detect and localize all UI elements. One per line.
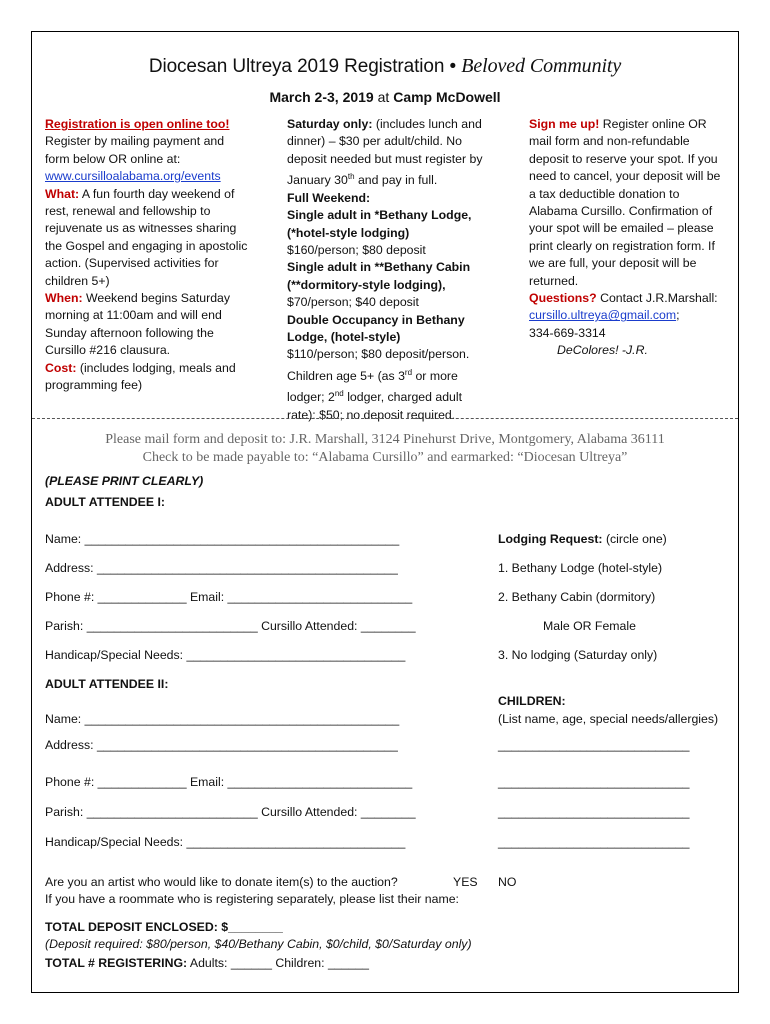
single-cabin-option: Single adult in **Bethany Cabin (**dormitory-style lodging),	[287, 260, 471, 292]
lodging-option-none[interactable]: 3. No lodging (Saturday only)	[498, 648, 658, 662]
artist-yes-option[interactable]: YES	[453, 875, 478, 889]
event-date-venue: March 2-3, 2019 at Camp McDowell	[269, 89, 501, 105]
contact-phone: 334-669-3314	[529, 325, 606, 340]
cut-line-divider	[32, 418, 738, 419]
child-entry-line[interactable]: ____________________________	[498, 738, 690, 752]
attendee1-address-field[interactable]: Address: ____________________________________________	[45, 561, 398, 575]
online-heading: Registration is open online too!	[45, 117, 230, 131]
children-heading: CHILDREN:	[498, 694, 566, 708]
total-deposit-field[interactable]: TOTAL DEPOSIT ENCLOSED: $________	[45, 920, 283, 934]
signoff: DeColores! -J.R.	[557, 343, 648, 358]
lodging-option-cabin[interactable]: 2. Bethany Cabin (dormitory)	[498, 590, 656, 604]
attendee2-special-needs-field[interactable]: Handicap/Special Needs: ________________________________	[45, 835, 406, 849]
saturday-section: Saturday only: (includes lunch and dinner) – $30 per adult/child. No deposit needed but must register by January 30th and pay in full.	[287, 117, 483, 188]
questions-section: Questions? Contact J.R.Marshall:	[529, 291, 718, 306]
double-occupancy-price: $110/person; $80 deposit/person.	[287, 347, 470, 362]
info-column-signup: Sign me up! Register online OR mail form and non-refundable deposit to reserve your spot. If you need to cancel, your deposit will be a tax deductible donation to Alabama Cursillo. Confirmation of your spot will be emailed – please print clearly on registration form. If we are full, your deposit will be returned. Questions? Contact J.R.Marshall: cursillo.ultreya@gmail.com; 334-669-3314 DeColores! -J.R.	[529, 116, 727, 360]
attendee2-address-field[interactable]: Address: ____________________________________________	[45, 738, 398, 752]
deposit-requirements-note: (Deposit required: $80/person, $40/Bethany Cabin, $0/child, $0/Saturday only)	[45, 937, 472, 951]
attendee2-heading: ADULT ATTENDEE II:	[45, 677, 169, 691]
lodging-request-heading: Lodging Request: (circle one)	[498, 532, 667, 546]
child-entry-line[interactable]: ____________________________	[498, 775, 690, 789]
info-column-general	[45, 116, 250, 395]
what-section: What: A fun fourth day weekend of rest, renewal and fellowship to rejuvenate us as witnesses sharing the Gospel and engaging in apostolic action. (Supervised activities for children 5+)	[45, 186, 248, 288]
attendee2-name-field[interactable]: Name: ______________________________________________	[45, 712, 400, 726]
attendee2-phone-email-field[interactable]: Phone #: _____________ Email: ___________________________	[45, 775, 413, 789]
single-cabin-price: $70/person; $40 deposit	[287, 295, 419, 310]
payment-instructions: Check to be made payable to: “Alabama Cursillo” and earmarked: “Diocesan Ultreya”	[142, 450, 628, 465]
artist-donation-question: Are you an artist who would like to donate item(s) to the auction?	[45, 875, 398, 889]
when-section: When: Weekend begins Saturday morning at 11:00am and will end Sunday afternoon following the Cursillo #216 clausura.	[45, 291, 231, 358]
info-column-pricing	[287, 116, 492, 424]
child-entry-line[interactable]: ____________________________	[498, 835, 690, 849]
attendee2-parish-field[interactable]: Parish: _________________________ Cursillo Attended: ________	[45, 805, 416, 819]
mailing-address: Please mail form and deposit to: J.R. Marshall, 3124 Pinehurst Drive, Montgomery, Alabama 36111	[105, 432, 665, 447]
register-text: Register by mailing payment and form below OR online at:	[45, 134, 225, 166]
attendee1-heading: ADULT ATTENDEE I:	[45, 495, 165, 509]
cost-section: Cost: (includes lodging, meals and programming fee)	[45, 360, 236, 393]
signup-section: Sign me up! Register online OR mail form and non-refundable deposit to reserve your spot. If you need to cancel, your deposit will be a tax deductible donation to Alabama Cursillo. Confirmation of your spot will be emailed – please print clearly on registration form. If we are full, your deposit will be returned.	[529, 117, 721, 288]
title-tagline: Beloved Community	[461, 55, 622, 77]
artist-no-option[interactable]: NO	[498, 875, 517, 889]
double-occupancy-option: Double Occupancy in Bethany Lodge, (hotel-style)	[287, 312, 465, 344]
attendee1-parish-field[interactable]: Parish: _________________________ Cursillo Attended: ________	[45, 619, 416, 633]
total-registering-field[interactable]: TOTAL # REGISTERING: Adults: ______ Children: ______	[45, 956, 369, 970]
children-hint: (List name, age, special needs/allergies)	[498, 712, 719, 726]
lodging-option-lodge[interactable]: 1. Bethany Lodge (hotel-style)	[498, 561, 663, 575]
attendee1-special-needs-field[interactable]: Handicap/Special Needs: ________________________________	[45, 648, 406, 662]
print-clearly-note: (PLEASE PRINT CLEARLY)	[45, 474, 204, 488]
roommate-question[interactable]: If you have a roommate who is registering separately, please list their name:	[45, 892, 459, 906]
attendee1-phone-email-field[interactable]: Phone #: _____________ Email: ___________________________	[45, 590, 413, 604]
child-entry-line[interactable]: ____________________________	[498, 805, 690, 819]
contact-email-link[interactable]: cursillo.ultreya@gmail.com	[529, 308, 677, 323]
website-link[interactable]: www.cursilloalabama.org/events	[45, 169, 221, 184]
children-pricing: Children age 5+ (as 3rd or more lodger; 2nd lodger, charged adult rate): $50; no deposit required.	[287, 367, 463, 422]
page-title: Diocesan Ultreya 2019 Registration • Beloved Community	[148, 55, 622, 77]
lodging-gender-choice[interactable]: Male OR Female	[543, 619, 636, 633]
single-lodge-price: $160/person; $80 deposit	[287, 242, 426, 257]
single-lodge-option: Single adult in *Bethany Lodge, (*hotel-style lodging)	[287, 208, 472, 240]
full-weekend-heading: Full Weekend:	[287, 190, 371, 205]
attendee1-name-field[interactable]: Name: ______________________________________________	[45, 532, 400, 546]
